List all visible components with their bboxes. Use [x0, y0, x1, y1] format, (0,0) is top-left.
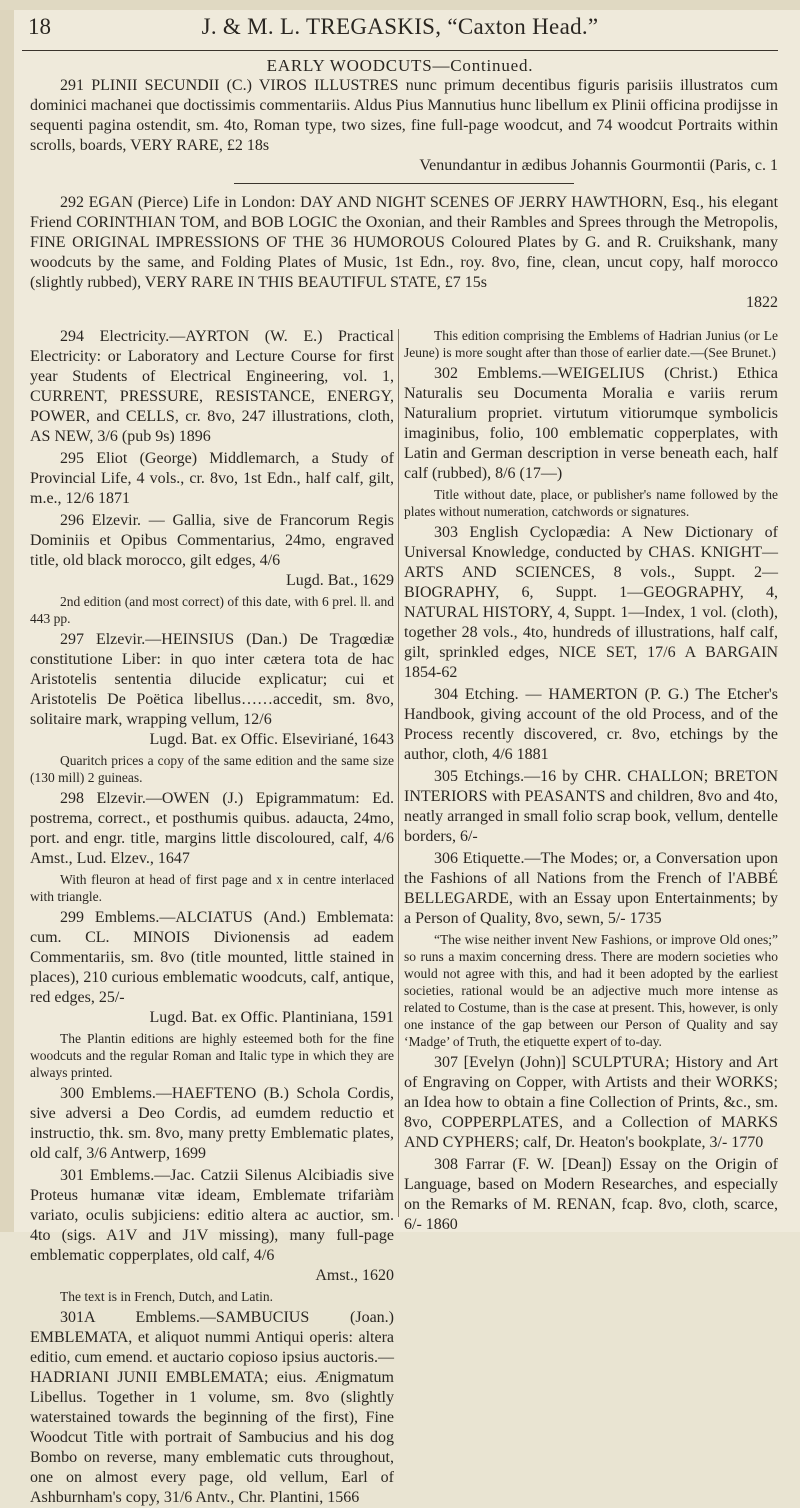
- full-width-entries: [30, 76, 778, 313]
- entry-text: Farrar (F. W. [Dean]) Essay on the Origin of Language, based on Modern Researches, and especially on the Remarks of M. RENAN, fcap. 8vo, cloth, scarce, 6/- 1860: [404, 1156, 778, 1233]
- entry-text: Eliot (George) Middlemarch, a Study of Provincial Life, 4 vols., cr. 8vo, 1st Edn., half calf, gilt, m.e., 12/6 1871: [30, 450, 395, 507]
- entry-294: [30, 327, 394, 447]
- entry-299-note: The Plantin editions are highly esteemed both for the fine woodcuts and the regular Roman and Italic type in which they are always printed.: [30, 1031, 394, 1080]
- lot-number: 308: [434, 1156, 458, 1173]
- entry-307: [404, 1053, 778, 1153]
- entry-302: [404, 364, 778, 484]
- right-column: [404, 327, 779, 1233]
- entry-text: Emblems.—WEIGELIUS (Christ.) Ethica Naturalis seu Documenta Moralia e variis rerum Naturalium propriet. virtutum vitiorumque symbolicis imaginibus, folio, 100 emblematic copperplates, with Latin and German description in verse beneath each, half calf (rubbed), 8/6 (17—): [404, 365, 778, 482]
- entry-separator-rule: [234, 183, 574, 184]
- left-column: [30, 327, 395, 1506]
- entry-text: Emblems.—Jac. Catzii Silenus Alcibiadis sive Proteus humanæ vitæ ideam, Emblemate trifariàm variato, oculis subjiciens: editio altera ac auctior, sm. 4to (sigs. A1V and J1V missing), many full-page emblematic copperplates, old calf, 4/6: [30, 1167, 394, 1264]
- lot-number: 304: [434, 686, 458, 703]
- column-divider: [398, 329, 399, 1217]
- page-edge-top: [0, 0, 800, 10]
- entry-292: [30, 193, 778, 313]
- lot-number: 299: [60, 909, 84, 926]
- entry-306-note: “The wise neither invent New Fashions, or improve Old ones;” so runs a maxim concerning dress. There are modern societies who would not agree with this, and had it been adopted by the earliest societies, rational would be an adjective much more intense as related to Costume, than is the case at present. This, however, is only one instance of the gap between our Person of Quality and say ‘Madge’ of Truth, the etiquette expert of to-day.: [404, 932, 778, 1049]
- entry-text: Etiquette.—The Modes; or, a Conversation upon the Fashions of all Nations from the French of l'ABBÉ BELLEGARDE, with an Essay upon Entertainments; by a Person of Quality, 8vo, sewn, 5/- 1735: [404, 850, 779, 927]
- page-edge-left: [0, 0, 14, 1232]
- lot-number: 297: [60, 631, 84, 648]
- lot-number: 296: [60, 512, 84, 529]
- page-number: 18: [28, 14, 51, 39]
- entry-imprint: Amst., 1620: [315, 1267, 394, 1284]
- entry-text: Electricity.—AYRTON (W. E.) Practical Electricity: or Laboratory and Lecture Course for first year Students of Electrical Engineering, vol. 1, CURRENT, PRESSURE, RESISTANCE, ENERGY, POWER, and CELLS, cr. 8vo, 247 illustrations, cloth, AS NEW, 3/6 (pub 9s) 1896: [30, 328, 394, 445]
- entry-text: Elzevir.—HEINSIUS (Dan.) De Tragœdiæ constitutione Liber: in quo inter cætera tota de hac Aristotelis sententia dilucide explicatur; cui et Aristotelis De Poëtica libellus……accedit, sm. 8vo, solitaire mark, wrapping vellum, 12/6: [30, 631, 394, 728]
- entry-299: [30, 908, 394, 1028]
- lot-number: 291: [60, 77, 84, 94]
- lot-number: 303: [434, 524, 458, 541]
- entry-text: Etching. — HAMERTON (P. G.) The Etcher's Handbook, giving account of the old Process, and of the Process recently discovered, cr. 8vo, etchings by the author, cloth, 4/6 1881: [404, 686, 779, 763]
- lot-number: 306: [434, 850, 458, 867]
- lot-number: 298: [60, 790, 84, 807]
- lot-number: 292: [60, 194, 84, 211]
- entry-301: [30, 1166, 394, 1286]
- entry-302-note: Title without date, place, or publisher's name followed by the plates without numeration, catchwords or signatures.: [404, 487, 778, 519]
- entry-imprint: Lugd. Bat., 1629: [286, 572, 394, 589]
- entry-text: Etchings.—16 by CHR. CHALLON; BRETON INTERIORS with PEASANTS and children, 8vo and 4to, neatly arranged in small folio scrap book, vellum, dentelle borders, 6/-: [404, 768, 779, 845]
- entry-296-note: 2nd edition (and most correct) of this date, with 6 prel. ll. and 443 pp.: [30, 594, 394, 626]
- entry-298: [30, 789, 394, 869]
- entry-imprint: Lugd. Bat. ex Offic. Plantiniana, 1591: [149, 1009, 394, 1026]
- lot-number: 307: [434, 1054, 458, 1071]
- entry-297: [30, 630, 394, 750]
- entry-text: Elzevir.—OWEN (J.) Epigrammatum: Ed. postrema, correct., et posthumis quibus. adaucta, 24mo, port. and engr. title, margins little discoloured, calf, 4/6 Amst., Lud. Elzev., 1647: [30, 790, 394, 867]
- entry-text: English Cyclopædia: A New Dictionary of Universal Knowledge, conducted by CHAS. KNIGHT—ARTS AND SCIENCES, 8 vols., Suppt. 2—BIOGRAPHY, 6, Suppt. 1—GEOGRAPHY, 4, NATURAL HISTORY, 4, Suppt. 1—Index, 1 vol. (cloth), together 28 vols., 4to, hundreds of illustrations, half calf, gilt, sprinkled edges, NICE SET, 17/6 A BARGAIN 1854-62: [404, 524, 779, 681]
- entry-301-note: The text is in French, Dutch, and Latin.: [60, 1289, 273, 1304]
- lot-number: 295: [60, 450, 84, 467]
- entry-text: PLINII SECUNDII (C.) VIROS ILLUSTRES nunc primum decentibus figuris parisiis illustratos cum dominici machanei que doctissimis commentariis. Aldus Pius Mannutius hunc libellum ex Plinii officina prodijsse in sequenti pagina ostendit, sm. 4to, Roman type, two sizes, fine full-page woodcut, and 74 woodcut Portraits within scrolls, boards, VERY RARE, £2 18s: [30, 77, 779, 154]
- entry-text: Emblems.—HAEFTENO (B.) Schola Cordis, sive adversi a Deo Cordis, ad eumdem reductio et instructio, thk. sm. 8vo, many pretty Emblematic plates, old calf, 3/6 Antwerp, 1699: [30, 1085, 395, 1162]
- entry-date: 1822: [746, 294, 778, 311]
- entry-297-note: Quaritch prices a copy of the same edition and the same size (130 mill) 2 guineas.: [30, 753, 394, 785]
- entry-text: Emblems.—ALCIATUS (And.) Emblemata: cum. CL. MINOIS Divionensis ad eadem Commentariis, sm. 8vo (title mounted, little stained in places), 210 curious emblematic woodcuts, calf, antique, red edges, 25/-: [30, 909, 394, 1006]
- entry-305: [404, 767, 778, 847]
- two-column-listing: [30, 327, 779, 1506]
- entry-298-note: With fleuron at head of first page and x in centre interlaced with triangle.: [30, 872, 394, 904]
- entry-296: [30, 511, 394, 591]
- lot-number: 300: [60, 1085, 84, 1102]
- entry-295: [30, 449, 394, 509]
- header-rule: [22, 50, 778, 51]
- entry-text: Elzevir. — Gallia, sive de Francorum Regis Dominiis et Opibus Commentarius, 24mo, engraved title, old black morocco, gilt edges, 4/6: [30, 512, 395, 569]
- entry-304: [404, 685, 778, 765]
- entry-text: EGAN (Pierce) Life in London: DAY AND NIGHT SCENES OF JERRY HAWTHORN, Esq., his elegant Friend CORINTHIAN TOM, and BOB LOGIC the Oxonian, and their Rambles and Sprees through the Metropolis, FINE ORIGINAL IMPRESSIONS OF THE 36 HUMOROUS Coloured Plates by G. and R. Cruikshank, many woodcuts by the same, and Folding Plates of Music, 1st Edn., roy. 8vo, fine, clean, uncut copy, half morocco (slightly rubbed), VERY RARE IN THIS BEAUTIFUL STATE, £7 15s: [30, 194, 779, 291]
- entry-300: [30, 1084, 394, 1164]
- entry-301a: [30, 1308, 394, 1508]
- lot-number: 301: [60, 1167, 84, 1184]
- page-running-title: J. & M. L. TREGASKIS, “Caxton Head.”: [201, 14, 599, 39]
- page-header: [20, 14, 780, 48]
- entry-301a-note: This edition comprising the Emblems of Hadrian Junius (or Le Jeune) is more sought after than those of earlier date.—(See Brunet.): [404, 328, 778, 360]
- entry-imprint: Venundantur in ædibus Johannis Gourmontii (Paris, c. 1: [419, 157, 778, 174]
- entry-imprint: Lugd. Bat. ex Offic. Elseviriané, 1643: [149, 731, 394, 748]
- entry-291: [30, 76, 778, 176]
- lot-number: 302: [434, 365, 458, 382]
- lot-number: 305: [434, 768, 458, 785]
- entry-306: [404, 849, 778, 929]
- lot-number: 294: [60, 328, 84, 345]
- entry-303: [404, 523, 778, 683]
- entry-text: Emblems.—SAMBUCIUS (Joan.) EMBLEMATA, et aliquot nummi Antiqui operis: altera editio, cum emend. et auctario copioso ipsius auctoris.—HADRIANI JUNII EMBLEMATA; eius. Ænigmatum Libellus. Together in 1 volume, sm. 8vo (slightly waterstained towards the beginning of the first), Fine Woodcut Title with portrait of Sambucius and his dog Bombo on reverse, many emblematic cuts throughout, one on almost every page, old vellum, Earl of Ashburnham's copy, 31/6 Antv., Chr. Plantini, 1566: [30, 1309, 395, 1506]
- lot-number: 301A: [60, 1309, 95, 1326]
- entry-text: [Evelyn (John)] SCULPTURA; History and Art of Engraving on Copper, with Artists and their WORKS; an Idea how to obtain a fine Collection of Prints, &c., sm. 8vo, COPPERPLATES, and a Collection of MARKS AND CYPHERS; calf, Dr. Heaton's bookplate, 3/- 1770: [404, 1054, 779, 1151]
- entry-308: [404, 1155, 778, 1235]
- section-title: EARLY WOODCUTS—Continued.: [266, 56, 534, 75]
